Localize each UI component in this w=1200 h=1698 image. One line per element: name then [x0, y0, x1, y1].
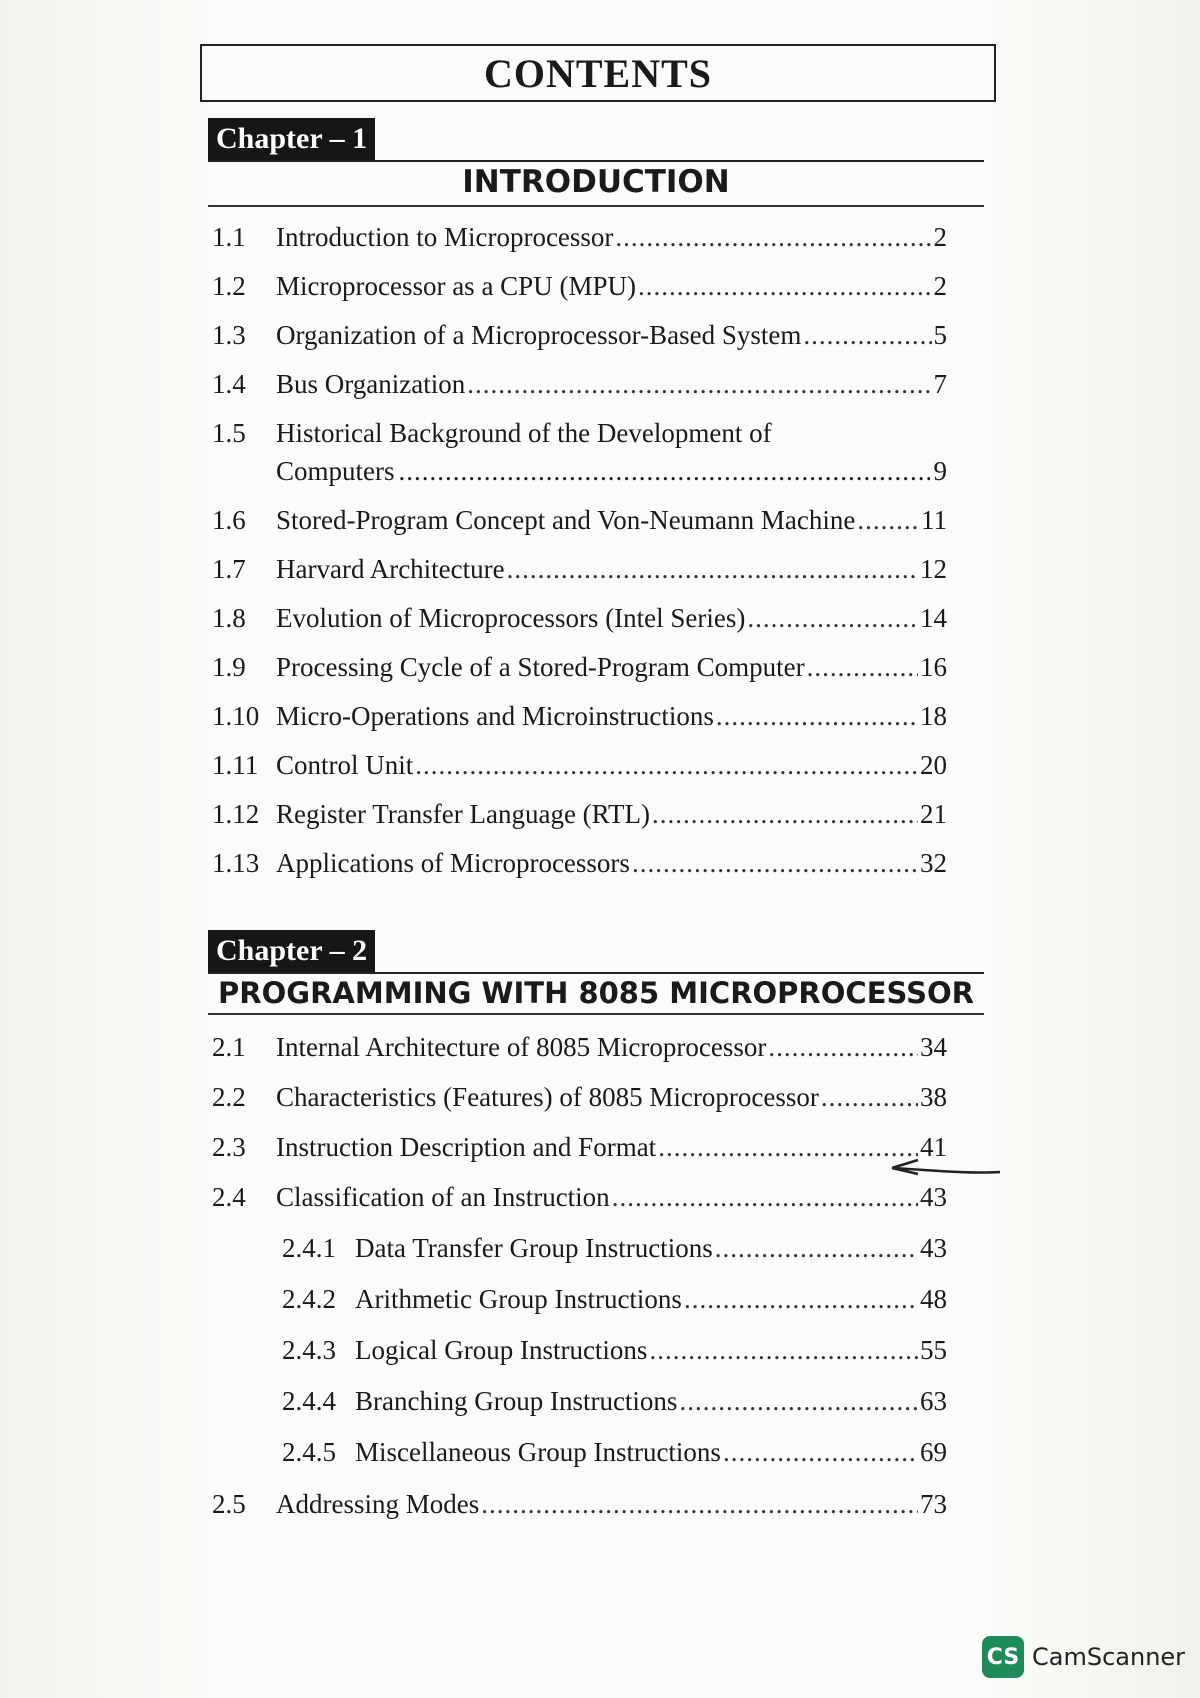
entry-title: Logical Group Instructions — [355, 1335, 648, 1365]
entry-title: Organization of a Microprocessor-Based System — [276, 320, 802, 350]
entry-title: Bus Organization — [276, 369, 466, 399]
toc-subentry[interactable] — [282, 1435, 947, 1469]
entry-title: Register Transfer Language (RTL) — [276, 799, 651, 829]
entry-number: 2.4.2 — [282, 1284, 336, 1314]
chapter-2-header — [208, 930, 984, 974]
toc-entry[interactable] — [212, 503, 947, 537]
dot-leader — [747, 601, 918, 635]
entry-title: Data Transfer Group Instructions — [355, 1233, 713, 1263]
entry-page: 18 — [920, 701, 947, 731]
dot-leader — [399, 454, 930, 488]
entry-title: Historical Background of the Development of — [276, 418, 772, 448]
chapter-2-title: PROGRAMMING WITH 8085 MICROPROCESSOR — [218, 976, 974, 1010]
toc-subentry[interactable] — [282, 1282, 947, 1316]
pen-arrow-mark — [888, 1150, 1008, 1180]
toc-entry[interactable] — [212, 846, 947, 880]
entry-title: Microprocessor as a CPU (MPU) — [276, 271, 636, 301]
entry-number: 1.10 — [212, 701, 260, 731]
entry-title: Applications of Microprocessors — [276, 848, 630, 878]
toc-entry[interactable] — [212, 1030, 947, 1064]
entry-title: Branching Group Instructions — [355, 1386, 678, 1416]
dot-leader — [507, 552, 918, 586]
entry-number: 2.1 — [212, 1032, 246, 1062]
toc-entry[interactable] — [212, 367, 947, 401]
dot-leader — [415, 748, 918, 782]
dot-leader — [481, 1487, 918, 1521]
entry-number: 2.2 — [212, 1082, 246, 1112]
entry-title: Characteristics (Features) of 8085 Microprocessor — [276, 1082, 819, 1112]
entry-number: 2.4.3 — [282, 1335, 336, 1365]
entry-page: 43 — [920, 1233, 947, 1263]
dot-leader — [658, 1130, 918, 1164]
dot-leader — [807, 650, 918, 684]
dot-leader — [803, 318, 931, 352]
entry-page: 32 — [920, 848, 947, 878]
entry-number: 1.8 — [212, 603, 246, 633]
divider — [208, 205, 984, 207]
camscanner-brand: CamScanner — [1032, 1643, 1186, 1671]
toc-entry[interactable] — [212, 1487, 947, 1521]
entry-title: Internal Architecture of 8085 Microprocessor — [276, 1032, 767, 1062]
entry-number: 2.4.1 — [282, 1233, 336, 1263]
dot-leader — [632, 846, 918, 880]
entry-number: 2.4.4 — [282, 1386, 336, 1416]
toc-subentry[interactable] — [282, 1231, 947, 1265]
entry-page: 41 — [920, 1132, 947, 1162]
toc-entry[interactable] — [212, 416, 947, 450]
entry-number: 1.1 — [212, 222, 246, 252]
chapter-1-badge: Chapter – 1 — [208, 118, 375, 160]
toc-subentry[interactable] — [282, 1384, 947, 1418]
entry-page: 43 — [920, 1182, 947, 1212]
chapter-1-title: INTRODUCTION — [462, 164, 730, 200]
toc-entry[interactable] — [212, 552, 947, 586]
toc-entry[interactable] — [212, 699, 947, 733]
dot-leader — [467, 367, 931, 401]
entry-page: 34 — [920, 1032, 947, 1062]
entry-page: 69 — [920, 1437, 947, 1467]
entry-number: 2.4.5 — [282, 1437, 336, 1467]
divider — [208, 1013, 984, 1015]
toc-entry[interactable] — [212, 1180, 947, 1214]
camscanner-logo-icon: CS — [982, 1636, 1024, 1678]
dot-leader — [715, 1231, 918, 1265]
toc-subentry[interactable] — [282, 1333, 947, 1367]
toc-entry[interactable] — [212, 1130, 947, 1164]
entry-page: 9 — [933, 456, 947, 486]
chapter-2-badge: Chapter – 2 — [208, 930, 375, 972]
entry-title: Harvard Architecture — [276, 554, 505, 584]
toc-entry[interactable] — [212, 797, 947, 831]
toc-entry-continuation[interactable] — [276, 454, 947, 488]
entry-page: 7 — [933, 369, 947, 399]
entry-page: 2 — [933, 222, 947, 252]
entry-number: 2.4 — [212, 1182, 246, 1212]
entry-number: 1.7 — [212, 554, 246, 584]
camscanner-watermark — [982, 1636, 1185, 1678]
entry-number: 1.3 — [212, 320, 246, 350]
toc-entry[interactable] — [212, 601, 947, 635]
entry-number: 1.4 — [212, 369, 246, 399]
entry-number: 1.13 — [212, 848, 260, 878]
entry-number: 1.6 — [212, 505, 246, 535]
toc-entry[interactable] — [212, 1080, 947, 1114]
dot-leader — [638, 269, 932, 303]
entry-title: Processing Cycle of a Stored-Program Computer — [276, 652, 805, 682]
dot-leader — [679, 1384, 918, 1418]
dot-leader — [723, 1435, 918, 1469]
entry-page: 48 — [920, 1284, 947, 1314]
dot-leader — [649, 1333, 918, 1367]
contents-title-box — [200, 44, 996, 102]
entry-number: 1.12 — [212, 799, 260, 829]
entry-page: 38 — [920, 1082, 947, 1112]
entry-number: 2.3 — [212, 1132, 246, 1162]
dot-leader — [768, 1030, 918, 1064]
entry-title: Stored-Program Concept and Von-Neumann Machine — [276, 505, 856, 535]
entry-page: 11 — [921, 505, 947, 535]
entry-number: 1.5 — [212, 418, 246, 448]
toc-entry[interactable] — [212, 318, 947, 352]
entry-title: Evolution of Microprocessors (Intel Series) — [276, 603, 746, 633]
dot-leader — [652, 797, 918, 831]
entry-title: Instruction Description and Format — [276, 1132, 657, 1162]
entry-title: Addressing Modes — [276, 1489, 480, 1519]
page-title: CONTENTS — [483, 50, 713, 96]
entry-page: 14 — [920, 603, 947, 633]
toc-entry[interactable] — [212, 269, 947, 303]
entry-number: 1.2 — [212, 271, 246, 301]
dot-leader — [821, 1080, 918, 1114]
entry-page: 2 — [933, 271, 947, 301]
dot-leader — [716, 699, 918, 733]
entry-title-continued: Computers — [276, 456, 395, 486]
entry-title: Micro-Operations and Microinstructions — [276, 701, 714, 731]
entry-number: 2.5 — [212, 1489, 246, 1519]
toc-entry[interactable] — [212, 220, 947, 254]
entry-page: 73 — [920, 1489, 947, 1519]
dot-leader — [615, 220, 931, 254]
dot-leader — [684, 1282, 918, 1316]
toc-entry[interactable] — [212, 748, 947, 782]
entry-number: 1.11 — [212, 750, 259, 780]
chapter-1-header — [208, 118, 984, 162]
entry-title: Miscellaneous Group Instructions — [355, 1437, 721, 1467]
dot-leader — [612, 1180, 918, 1214]
entry-title: Introduction to Microprocessor — [276, 222, 614, 252]
entry-title: Arithmetic Group Instructions — [355, 1284, 682, 1314]
entry-page: 21 — [920, 799, 947, 829]
entry-title: Control Unit — [276, 750, 414, 780]
toc-entry[interactable] — [212, 650, 947, 684]
entry-page: 12 — [920, 554, 947, 584]
entry-number: 1.9 — [212, 652, 246, 682]
entry-page: 5 — [933, 320, 947, 350]
entry-page: 63 — [920, 1386, 947, 1416]
entry-page: 55 — [920, 1335, 947, 1365]
dot-leader — [857, 503, 919, 537]
entry-title: Classification of an Instruction — [276, 1182, 610, 1212]
entry-page: 16 — [920, 652, 947, 682]
entry-page: 20 — [920, 750, 947, 780]
